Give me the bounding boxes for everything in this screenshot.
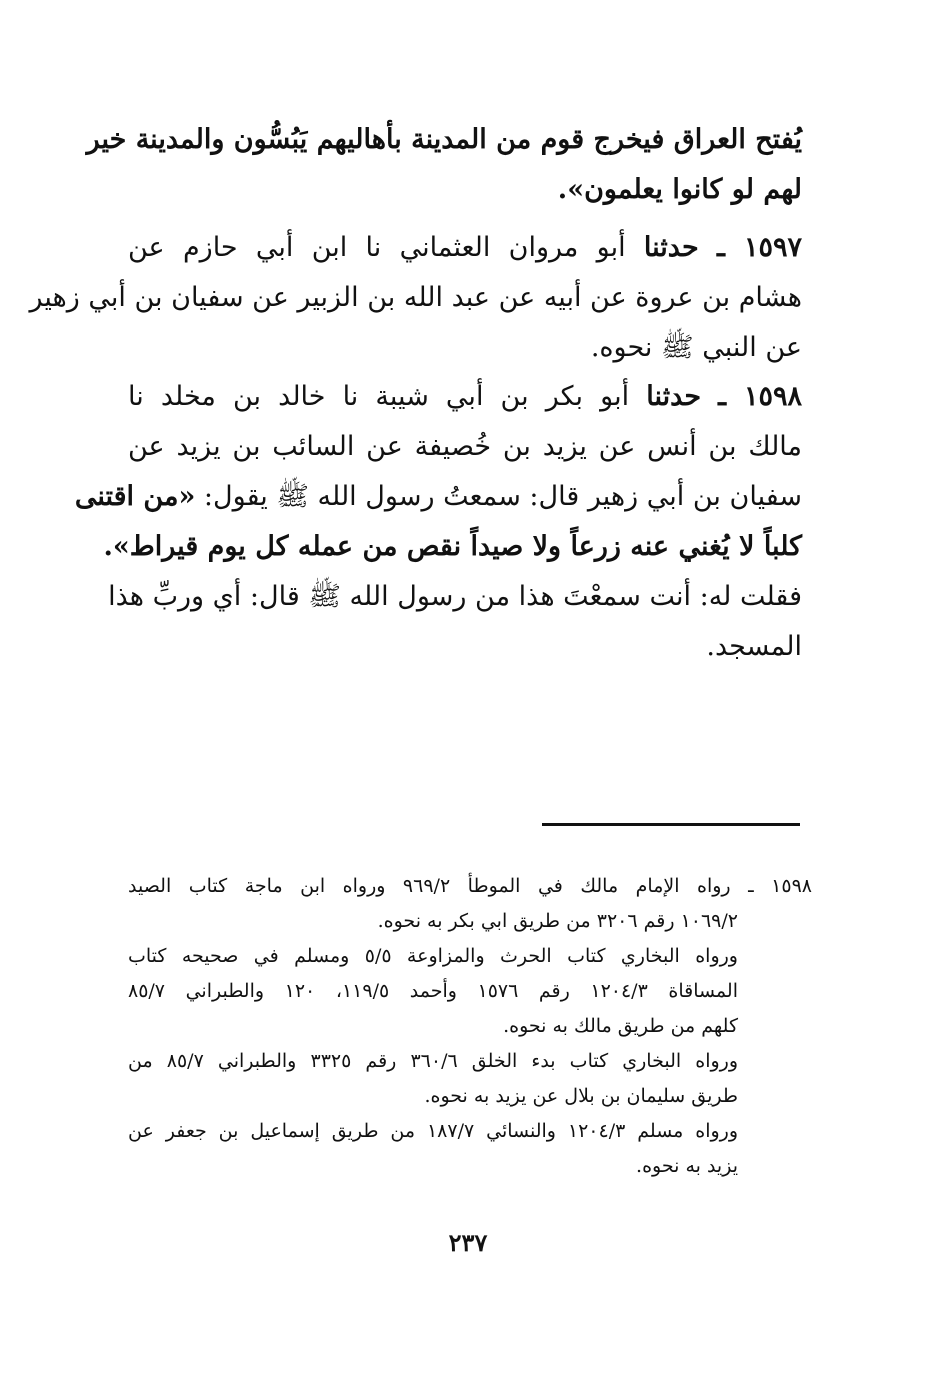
footnote-2 [128,939,812,1044]
footnote-line: ورواه مسلم ١٢٠٤/٣ والنسائي ١٨٧/٧ من طريق إسماعيل بن جعفر عن [128,1120,739,1142]
footnote-line: كلهم من طريق مالك به نحوه. [503,1015,738,1037]
footnote-divider [542,823,800,826]
footnote-line: يزيد به نحوه. [636,1155,738,1177]
footnote-line: ورواه البخاري كتاب الحرث والمزاوعة ٥/٥ ومسلم في صحيحه كتاب [128,945,738,967]
footnote-line: ورواه البخاري كتاب بدء الخلق ٣٦٠/٦ رقم ٣٣٢٥ والطبراني ٨٥/٧ من [128,1050,739,1072]
continuation-line-1: يُفتح العراق فيخرج قوم من المدينة بأهاليهم يَبُسُّون والمدينة خير [86,124,802,155]
hadith-1598 [74,372,803,672]
hadith-1597-line-1 [128,223,802,273]
hadith-1598-line-5: فقلت له: أنت سمعْتَ هذا من رسول الله ﷺ قال: أي وربِّ هذا [108,581,802,612]
hadith-1597-isnad-start: أبو مروان العثماني نا ابن أبي حازم عن [128,232,626,263]
hadith-1597-line-3: عن النبي ﷺ نحوه. [590,332,802,363]
footnote-3 [128,1044,812,1114]
footnotes [128,869,812,1184]
hadith-1598-line-1 [128,372,802,422]
footnote-line: المساقاة ١٢٠٤/٣ رقم ١٥٧٦ وأحمد ١١٩/٥، ١٢٠ والطبراني ٨٥/٧ [128,980,738,1002]
footnote-line: ١٥٩٨ ـ رواه الإمام مالك في الموطأ ٩٦٩/٢ ورواه ابن ماجة كتاب الصيد [128,875,812,897]
hadith-1598-line-4: كلباً لا يُغني عنه زرعاً ولا صيداً نقص من عمله كل يوم قيراط». [103,531,802,562]
footnote-4 [128,1114,812,1184]
hadith-1597 [29,223,802,373]
continuation-line-2: لهم لو كانوا يعلمون». [557,174,802,205]
hadith-1597-line-2: هشام بن عروة عن أبيه عن عبد الله بن الزبير عن سفيان بن أبي زهير [29,282,802,313]
hadith-1598-matn-start: «من اقتنى [74,481,196,512]
hadith-1598-line-2: مالك بن أنس عن يزيد بن خُصيفة عن السائب بن يزيد عن [128,431,802,462]
footnote-1 [128,869,812,939]
hadith-1598-line-6: المسجد. [706,631,802,662]
hadith-1598-haddathana: حدثنا [646,381,702,412]
hadith-1598-line-3 [74,472,802,522]
hadith-1598-narration: سفيان بن أبي زهير قال: سمعتُ رسول الله ﷺ يقول: [203,481,802,512]
hadith-1597-haddathana: حدثنا [643,232,699,263]
hadith-continuation [86,115,802,215]
hadith-1597-number: ١٥٩٧ ـ [716,232,802,263]
hadith-1598-isnad-start: أبو بكر بن أبي شيبة نا خالد بن مخلد نا [128,381,630,412]
hadith-1598-number: ١٥٩٨ ـ [718,381,803,412]
page-number: ٢٣٧ [448,1228,488,1257]
footnote-line: طريق سليمان بن بلال عن يزيد به نحوه. [424,1085,738,1107]
footnote-line: ١٠٦٩/٢ رقم ٣٢٠٦ من طريق ابي بكر به نحوه. [377,910,738,932]
